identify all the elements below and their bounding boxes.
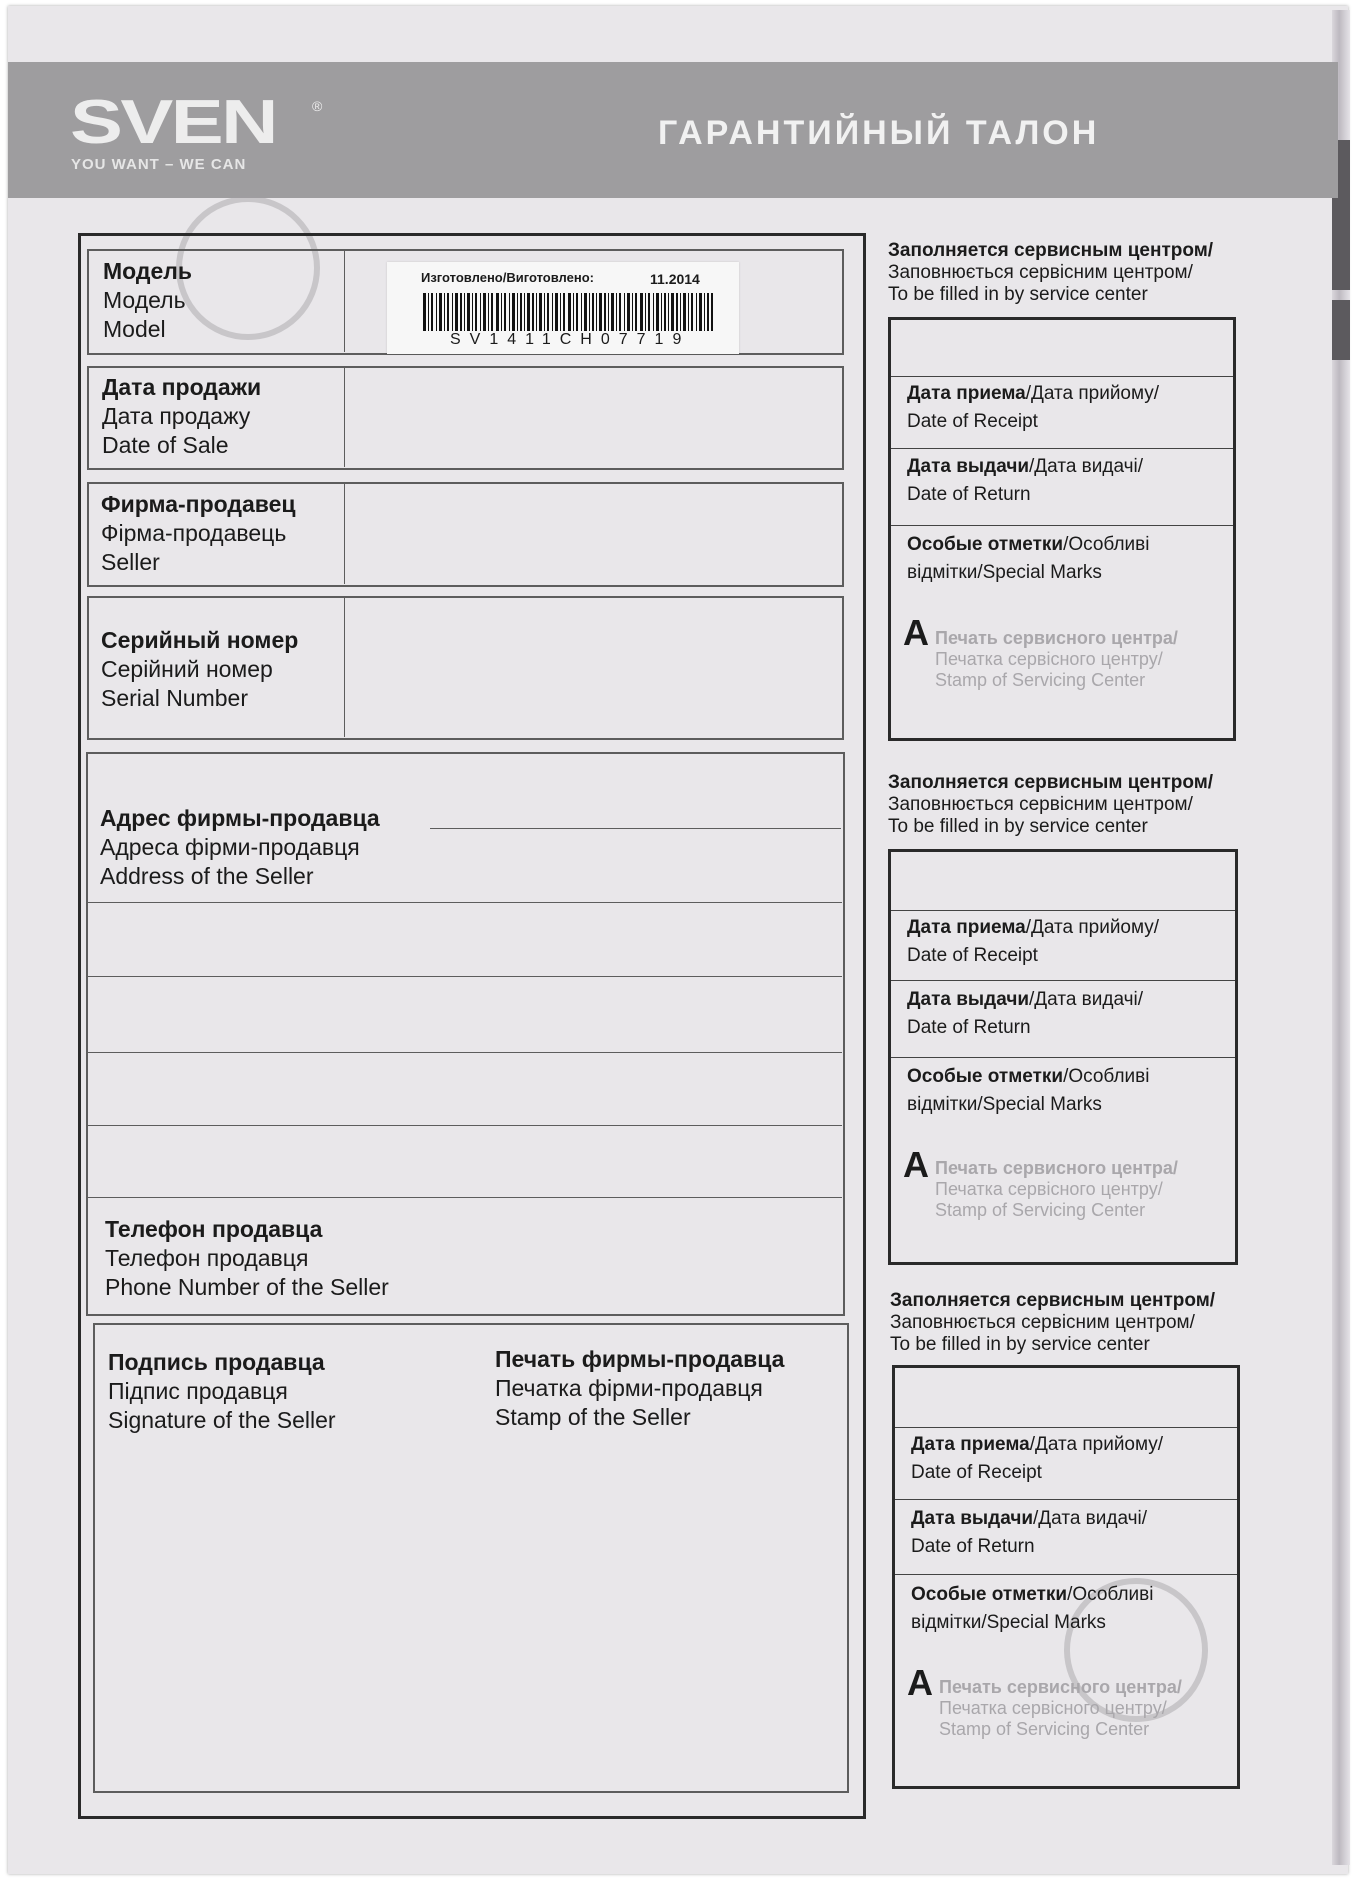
date-of-receipt-label: Дата приема/Дата прийому/ Date of Receipt — [907, 917, 1160, 966]
divider — [344, 250, 345, 352]
barcode-serial: SV1411CH07719 — [450, 331, 691, 348]
service-stamp-label: Печать сервисного центра/ Печатка сервісного центру/ Stamp of Servicing Center — [939, 1677, 1182, 1739]
row-divider — [895, 1499, 1237, 1500]
address-line — [430, 828, 841, 829]
spine-mark — [1332, 300, 1350, 360]
address-line — [86, 1197, 842, 1198]
sven-logo: SVEN — [70, 88, 276, 157]
date-of-return-label: Дата выдачи/Дата видачі/ Date of Return — [911, 1508, 1148, 1557]
row-divider — [891, 910, 1235, 911]
seller-signature-label: Подпись продавца Підпис продавця Signature of the Seller — [108, 1349, 336, 1433]
service-block-2[interactable] — [888, 849, 1238, 1265]
divider — [344, 367, 345, 467]
brand-slogan: YOU WANT – WE CAN — [71, 156, 247, 173]
serial-number-label: Серийный номер Серійний номер Serial Number — [101, 627, 299, 711]
service-stamp-label: Печать сервисного центра/ Печатка сервісного центру/ Stamp of Servicing Center — [935, 628, 1178, 690]
registered-mark: ® — [312, 98, 323, 114]
row-divider — [895, 1574, 1237, 1575]
date-of-return-label: Дата выдачи/Дата видачі/ Date of Return — [907, 989, 1144, 1038]
address-line — [86, 1125, 842, 1126]
stamp-marker: A — [903, 1144, 929, 1185]
stamp-marker: A — [907, 1662, 933, 1703]
row-divider — [891, 448, 1233, 449]
row-divider — [891, 525, 1233, 526]
address-line — [86, 1052, 842, 1053]
service-block-1[interactable] — [888, 317, 1236, 741]
seller-phone-label: Телефон продавца Телефон продавця Phone Number of the Seller — [105, 1216, 389, 1300]
manufactured-date: 11.2014 — [650, 271, 700, 287]
service-block-3-heading: Заполняется сервисным центром/ Заповнюється сервісним центром/ To be filled in by service center — [890, 1290, 1216, 1355]
stamp-marker: A — [903, 612, 929, 653]
divider — [344, 597, 345, 737]
divider — [344, 483, 345, 584]
seller-address-label: Адрес фирмы-продавца Адреса фірми-продавця Address of the Seller — [100, 805, 380, 889]
service-stamp-label: Печать сервисного центра/ Печатка сервісного центру/ Stamp of Servicing Center — [935, 1158, 1178, 1220]
date-of-receipt-label: Дата приема/Дата прийому/ Date of Receipt — [911, 1434, 1164, 1483]
seller-stamp-label: Печать фирмы-продавца Печатка фірми-продавця Stamp of the Seller — [495, 1346, 785, 1430]
row-divider — [895, 1427, 1237, 1428]
service-block-3[interactable] — [892, 1365, 1240, 1789]
special-marks-label: Особые отметки/Особливі відмітки/Special Marks — [911, 1584, 1154, 1633]
special-marks-label: Особые отметки/Особливі відмітки/Special Marks — [907, 534, 1150, 583]
address-line — [86, 902, 842, 903]
page-title: ГАРАНТИЙНЫЙ ТАЛОН — [658, 114, 1100, 152]
seller-label: Фирма-продавец Фірма-продавець Seller — [101, 491, 296, 575]
date-of-sale-label: Дата продажи Дата продажу Date of Sale — [102, 374, 262, 458]
row-divider — [891, 980, 1235, 981]
barcode-sticker — [387, 262, 739, 354]
row-divider — [891, 376, 1233, 377]
special-marks-label: Особые отметки/Особливі відмітки/Special Marks — [907, 1066, 1150, 1115]
address-line — [86, 976, 842, 977]
row-divider — [891, 1057, 1235, 1058]
barcode-bars — [423, 293, 713, 331]
date-of-return-label: Дата выдачи/Дата видачі/ Date of Return — [907, 456, 1144, 505]
model-label: Модель Модель Model — [103, 258, 193, 342]
service-block-1-heading: Заполняется сервисным центром/ Заповнюється сервісним центром/ To be filled in by service center — [888, 240, 1214, 305]
manufactured-label: Изготовлено/Виготовлено: — [421, 270, 594, 285]
service-block-2-heading: Заполняется сервисным центром/ Заповнюється сервісним центром/ To be filled in by service center — [888, 772, 1214, 837]
date-of-receipt-label: Дата приема/Дата прийому/ Date of Receipt — [907, 383, 1160, 432]
